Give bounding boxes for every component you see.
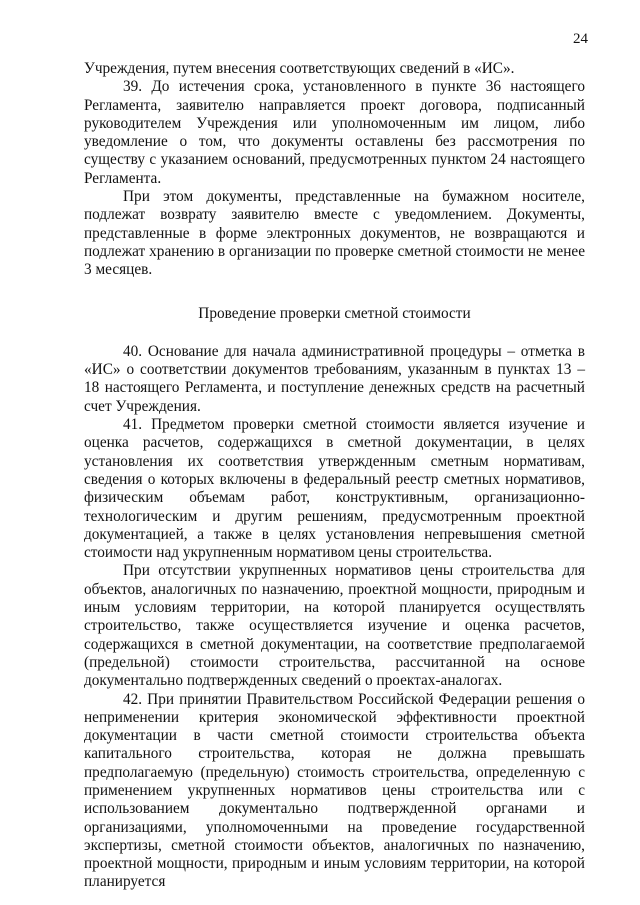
page-number: 24 <box>573 31 588 47</box>
page-content <box>84 60 585 892</box>
paragraph-41: 41. Предметом проверки сметной стоимости является изучение и оценка расчетов, содержащихся в сметной документации, в целях установления их соответствия утвержденным сметным нормативам, сведения о которых включены в федеральный реестр сметных нормативов, физическим объемам работ, конструктивным, организационно-технологическим и другим решениям, предусмотренным проектной документацией, а также в целях установления непревышения сметной стоимости над укрупненным нормативом цены строительства. <box>84 416 585 562</box>
paragraph-documents-return: При этом документы, представленные на бумажном носителе, подлежат возврату заявителю вместе с уведомлением. Документы, представленные в форме электронных документов, не возвращаются и подлежат хранению в организации по проверке сметной стоимости не менее 3 месяцев. <box>84 188 585 279</box>
paragraph-analogs: При отсутствии укрупненных нормативов цены строительства для объектов, аналогичных по назначению, проектной мощности, природным и иным условиям территории, на которой планируется осуществлять строительство, также осуществляется изучение и оценка расчетов, содержащихся в сметной документации, на соответствие предполагаемой (предельной) стоимости строительства, рассчитанной на основе документально подтвержденных сведений о проектах-аналогах. <box>84 562 585 690</box>
section-heading: Проведение проверки сметной стоимости <box>198 304 471 322</box>
paragraph-39: 39. До истечения срока, установленного в пункте 36 настоящего Регламента, заявителю направляется проект договора, подписанный руководителем Учреждения или уполномоченным им лицом, либо уведомление о том, что документы оставлены без рассмотрения по существу с указанием оснований, предусмотренных пунктом 24 настоящего Регламента. <box>84 78 585 187</box>
paragraph-40: 40. Основание для начала административной процедуры – отметка в «ИС» о соответствии документов требованиям, указанным в пунктах 13 – 18 настоящего Регламента, и поступление денежных средств на расчетный счет Учреждения. <box>84 342 585 415</box>
paragraph-42: 42. При принятии Правительством Российской Федерации решения о неприменении критерия экономической эффективности проектной документации в части сметной стоимости строительства объекта капитального строительства, которая не должна превышать предполагаемую (предельную) стоимость строительства, определенную с применением укрупненных нормативов цены строительства или с использованием документально подтвержденной органами и организациями, уполномоченными на проведение государственной экспертизы, сметной стоимости объектов, аналогичных по назначению, проектной мощности, природным и иным условиям территории, на которой планируется <box>84 690 585 891</box>
paragraph-continuation: Учреждения, путем внесения соответствующих сведений в «ИС». <box>84 60 515 77</box>
